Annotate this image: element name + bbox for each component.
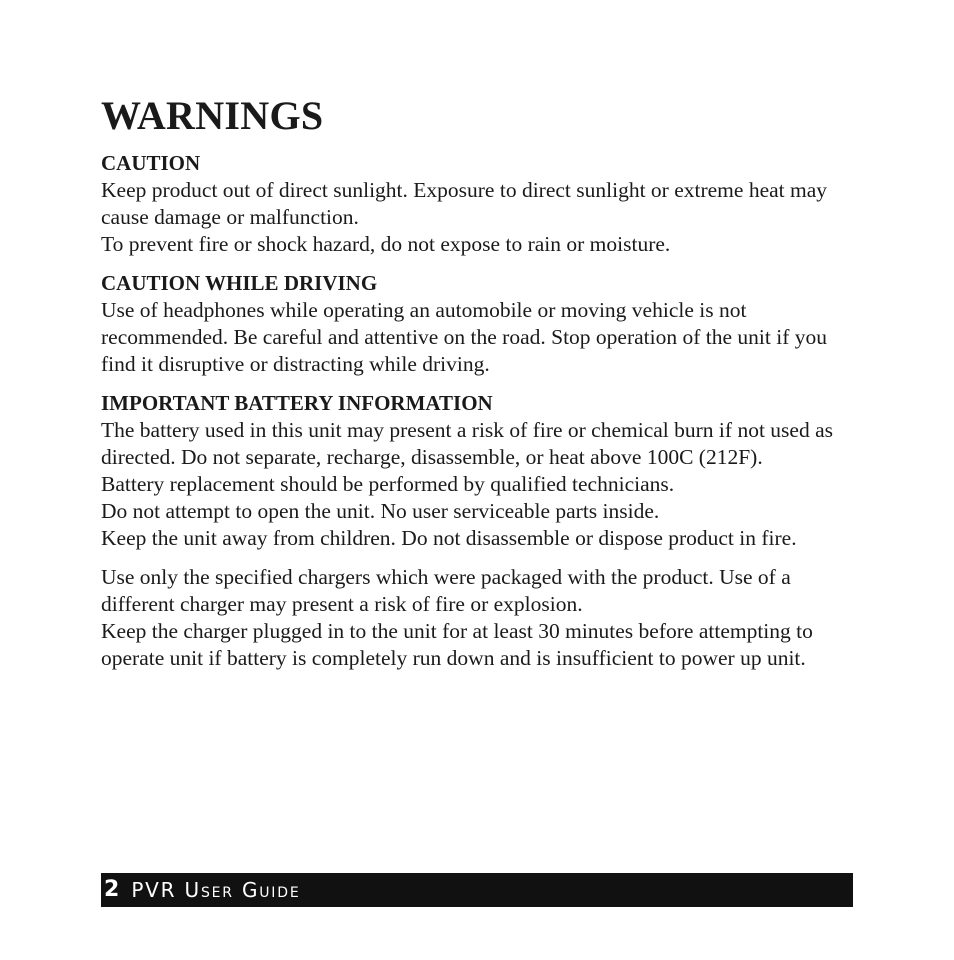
section-heading: CAUTION WHILE DRIVING	[101, 271, 378, 295]
page-content	[101, 92, 853, 684]
page-title: WARNINGS	[101, 93, 324, 138]
paragraph: Battery replacement should be performed by qualified technicians.	[101, 472, 675, 496]
paragraph: Keep product out of direct sunlight. Exposure to direct sunlight or extreme heat may cause damage or malfunction.	[101, 178, 828, 229]
guide-title: PVR User Guide	[131, 878, 301, 902]
section-caution-while-driving	[101, 270, 853, 378]
paragraph: The battery used in this unit may present a risk of fire or chemical burn if not used as directed. Do not separate, recharge, disassemble, or heat above 100C (212F).	[101, 418, 833, 469]
section-battery-information	[101, 390, 853, 552]
section-charger-information	[101, 564, 853, 672]
paragraph: Keep the unit away from children. Do not disassemble or dispose product in fire.	[101, 526, 797, 550]
paragraph: To prevent fire or shock hazard, do not expose to rain or moisture.	[101, 232, 671, 256]
section-heading: IMPORTANT BATTERY INFORMATION	[101, 391, 493, 415]
page-number: 2	[104, 877, 120, 902]
page-footer	[101, 873, 853, 907]
paragraph: Use only the specified chargers which were packaged with the product. Use of a different charger may present a risk of fire or explosion.	[101, 565, 791, 616]
paragraph: Keep the charger plugged in to the unit for at least 30 minutes before attempting to operate unit if battery is completely run down and is insufficient to power up unit.	[101, 619, 813, 670]
section-heading: CAUTION	[101, 151, 201, 175]
paragraph: Use of headphones while operating an automobile or moving vehicle is not recommended. Be careful and attentive on the road. Stop operation of the unit if you find it disruptive or distracting while driving.	[101, 298, 827, 376]
paragraph: Do not attempt to open the unit. No user serviceable parts inside.	[101, 499, 660, 523]
section-caution	[101, 150, 853, 258]
